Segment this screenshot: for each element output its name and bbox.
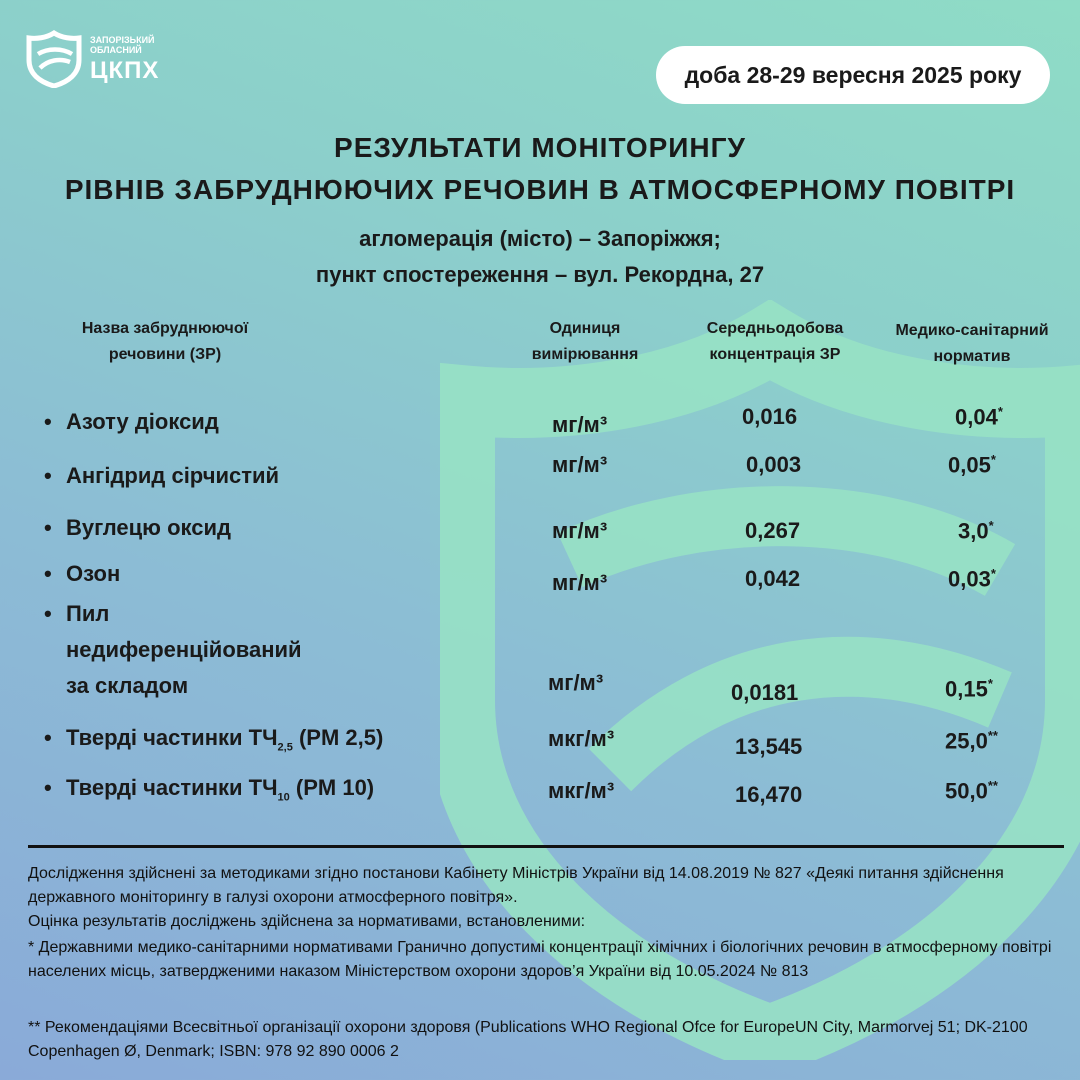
norm-mark: * bbox=[988, 518, 994, 533]
norm-cell bbox=[945, 778, 998, 804]
bullet-icon: • bbox=[44, 561, 52, 586]
header-unit-line2: вимірювання bbox=[531, 346, 639, 363]
norm-value: 50,0 bbox=[945, 778, 988, 804]
substance-name-line3: за складом bbox=[66, 673, 189, 698]
substance-name: Тверді частинки ТЧ bbox=[66, 725, 278, 750]
norm-mark: * bbox=[990, 566, 996, 581]
date-badge: доба 28-29 вересня 2025 року bbox=[656, 46, 1050, 104]
norm-mark: * bbox=[997, 404, 1003, 419]
unit-cell: мкг/м³ bbox=[548, 726, 615, 751]
norm-value: 0,04 bbox=[955, 404, 998, 430]
subtitle-location: агломерація (місто) – Запоріжжя; bbox=[359, 226, 721, 251]
footer-note-single-star: * Державними медико-санітарними нормативами Гранично допустимі концентрації хімічних і біологічних речовин в атмосферному повітрі населених місць, затвердженими наказом Міністерством охорони здоров’я України від 10.05.2024 № 813 bbox=[28, 939, 1052, 980]
header-concentration bbox=[680, 316, 870, 368]
header-norm-line2: норматив bbox=[933, 348, 1011, 365]
value-cell: 0,0181 bbox=[731, 680, 799, 705]
norm-mark: * bbox=[990, 452, 996, 467]
bullet-icon: • bbox=[44, 775, 52, 800]
substance-name-line1: Пил bbox=[66, 601, 110, 626]
header-concentration-line1: Середньодобова bbox=[706, 320, 844, 337]
footer-note-double-star: ** Рекомендаціями Всесвітньої організації охорони здоровя (Publications WHO Regional Ofce for EuropeUN City, Marmorvej 51; DK-2100 Copenhagen Ø, Denmark; ISBN: 978 92 890 0006 2 bbox=[28, 1019, 1028, 1060]
header-substance-line2: речовини (ЗР) bbox=[108, 346, 222, 363]
unit-cell: мг/м³ bbox=[552, 570, 608, 595]
logo bbox=[26, 30, 159, 88]
norm-value: 0,05 bbox=[948, 452, 991, 478]
footer-assessment: Оцінка результатів досліджень здійснена за нормативами, встановленими: bbox=[28, 913, 586, 930]
substance-name: Азоту діоксид bbox=[66, 409, 219, 434]
header-unit bbox=[505, 316, 665, 368]
footer-methodology: Дослідження здійснені за методиками згідно постанови Кабінету Міністрів України від 14.08.2019 № 827 «Деякі питання здійснення державного моніторингу в галузі охорони атмосферного повітря». bbox=[28, 865, 1004, 906]
bullet-icon: • bbox=[44, 409, 52, 434]
logo-line2: ОБЛАСНИЙ bbox=[90, 45, 142, 55]
substance-suffix: (PM 2,5) bbox=[292, 725, 384, 750]
value-cell: 16,470 bbox=[735, 782, 803, 807]
bullet-icon: • bbox=[44, 515, 52, 540]
norm-cell bbox=[945, 676, 993, 702]
header-norm-line1: Медико-санітарний bbox=[895, 322, 1049, 339]
norm-mark: ** bbox=[987, 728, 998, 743]
shield-logo-icon bbox=[26, 30, 82, 88]
substance-name: Озон bbox=[66, 561, 121, 586]
substance-name: Ангідрид сірчистий bbox=[66, 463, 280, 488]
norm-value: 25,0 bbox=[945, 728, 988, 754]
table-row-name bbox=[44, 510, 231, 546]
table-row-name bbox=[44, 770, 374, 815]
unit-cell: мкг/м³ bbox=[548, 778, 615, 803]
logo-line1: ЗАПОРІЗЬКИЙ bbox=[90, 35, 155, 45]
norm-value: 3,0 bbox=[958, 518, 989, 544]
bullet-icon: • bbox=[44, 601, 52, 626]
substance-name: Тверді частинки ТЧ bbox=[66, 775, 278, 800]
unit-cell: мг/м³ bbox=[548, 670, 604, 695]
header-unit-line1: Одиниця bbox=[549, 320, 621, 337]
header-concentration-line2: концентрація ЗР bbox=[709, 346, 841, 363]
substance-subscript: 10 bbox=[277, 791, 290, 804]
norm-cell bbox=[955, 404, 1003, 430]
bullet-icon: • bbox=[44, 725, 52, 750]
substance-name-line2: недиференційований bbox=[66, 637, 302, 662]
bullet-icon: • bbox=[44, 463, 52, 488]
value-cell: 13,545 bbox=[735, 734, 803, 759]
value-cell: 0,042 bbox=[745, 566, 801, 591]
norm-cell bbox=[945, 728, 998, 754]
table-row-name bbox=[44, 596, 302, 704]
norm-cell bbox=[948, 452, 996, 478]
value-cell: 0,267 bbox=[745, 518, 801, 543]
table-row-name bbox=[44, 720, 383, 765]
value-cell: 0,003 bbox=[746, 452, 802, 477]
norm-value: 0,15 bbox=[945, 676, 988, 702]
header-norm bbox=[872, 318, 1072, 370]
norm-mark: ** bbox=[987, 778, 998, 793]
logo-name: ЦКПХ bbox=[90, 57, 160, 84]
page-title-line2: РІВНІВ ЗАБРУДНЮЮЧИХ РЕЧОВИН В АТМОСФЕРНОМУ ПОВІТРІ bbox=[64, 174, 1016, 205]
norm-value: 0,03 bbox=[948, 566, 991, 592]
substance-subscript: 2,5 bbox=[277, 741, 293, 754]
table-row-name bbox=[44, 458, 279, 494]
value-cell: 0,016 bbox=[742, 404, 798, 429]
unit-cell: мг/м³ bbox=[552, 518, 608, 543]
substance-suffix: (PM 10) bbox=[289, 775, 375, 800]
norm-cell bbox=[958, 518, 994, 544]
substance-name: Вуглецю оксид bbox=[66, 515, 231, 540]
header-substance bbox=[40, 316, 290, 368]
norm-cell bbox=[948, 566, 996, 592]
table-row-name bbox=[44, 556, 120, 592]
header-substance-line1: Назва забруднюючої bbox=[81, 320, 249, 337]
table-row-name bbox=[44, 404, 219, 440]
unit-cell: мг/м³ bbox=[552, 412, 608, 437]
subtitle-station: пункт спостереження – вул. Рекордна, 27 bbox=[315, 262, 765, 287]
norm-mark: * bbox=[987, 676, 993, 691]
unit-cell: мг/м³ bbox=[552, 452, 608, 477]
page-title-line1: РЕЗУЛЬТАТИ МОНІТОРИНГУ bbox=[334, 132, 746, 163]
divider bbox=[28, 845, 1064, 848]
